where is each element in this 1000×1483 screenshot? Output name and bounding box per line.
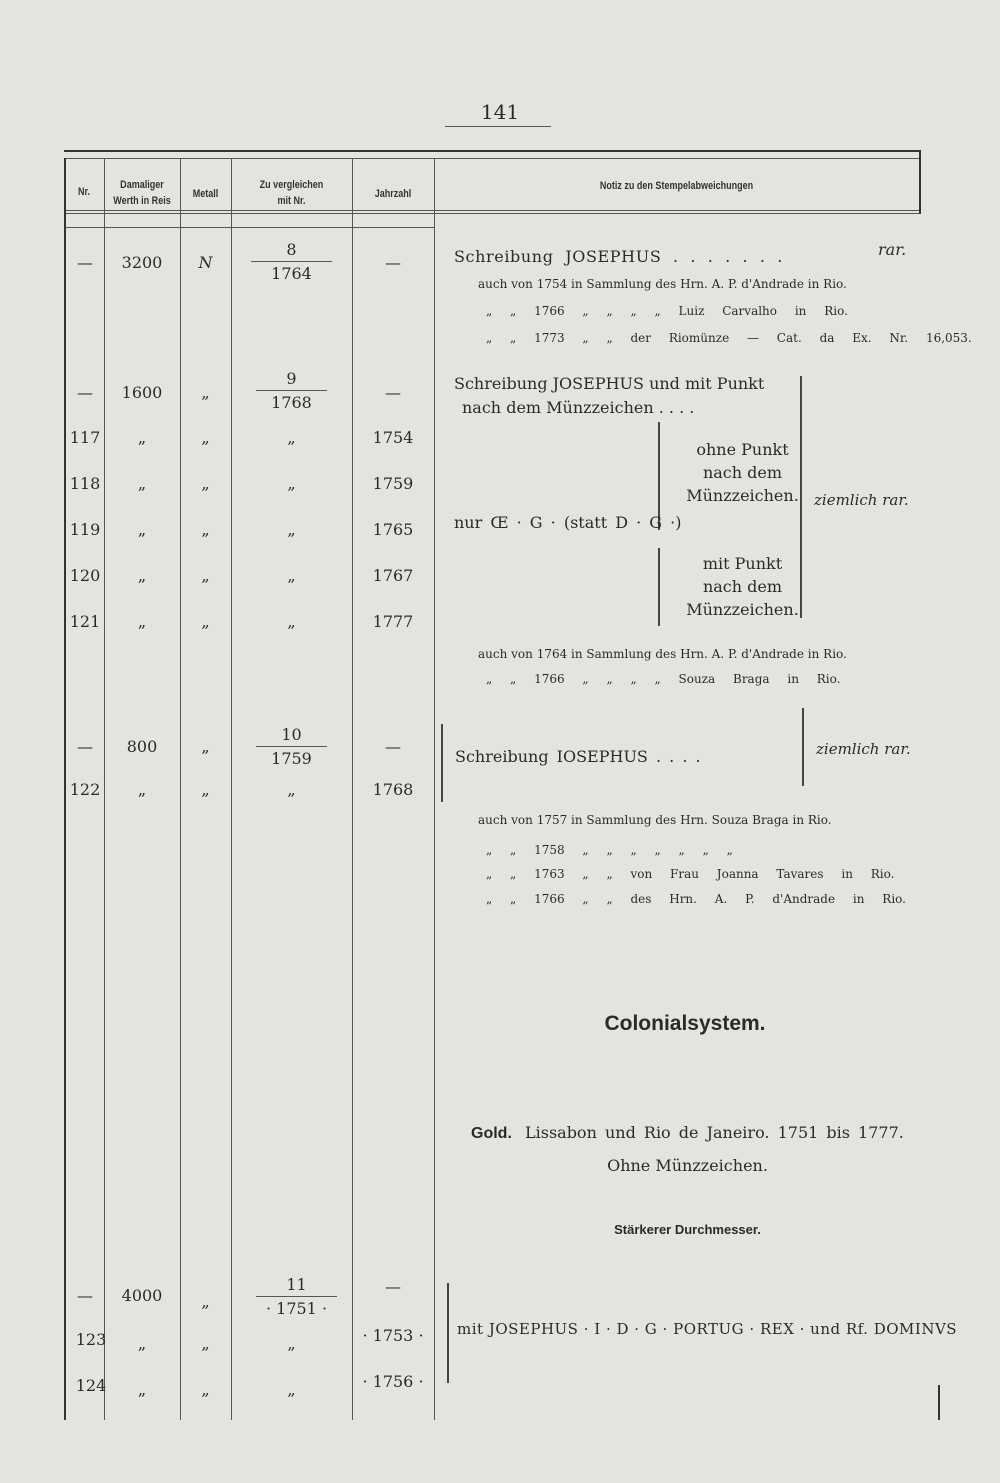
row-nr: 117 [69, 428, 101, 447]
note-collection: auch von 1757 in Sammlung des Hrn. Souza Braga in Rio. [478, 813, 832, 827]
row-metal: „ [201, 737, 210, 756]
compare-year: · 1751 · [265, 1299, 328, 1318]
compare-year: 1764 [271, 264, 312, 283]
note-collection: „ „ 1773 „ „ der Riomünze — Cat. da Ex. Nr. 16,053. [486, 331, 972, 345]
rarity-label: rar. [878, 240, 907, 259]
no-mint-mark: Ohne Münzzeichen. [607, 1156, 768, 1175]
row-value: „ [137, 428, 147, 447]
row-metal: „ [201, 474, 210, 493]
row-metal: „ [201, 566, 210, 585]
compare-number: 11 [286, 1275, 307, 1294]
row-metal: „ [201, 1334, 210, 1353]
row-value: 4000 [121, 1286, 163, 1305]
mint-range: Lissabon und Rio de Janeiro. 1751 bis 1777. [524, 1123, 904, 1142]
row-compare: „ [287, 474, 296, 493]
note-inscription: mit JOSEPHUS · I · D · G · PORTUG · REX · und Rf. DOMINVS [457, 1320, 958, 1338]
row-nr: — [77, 383, 93, 402]
note-spelling: Schreibung JOSEPHUS . . . . . . . [454, 247, 783, 266]
row-nr: 124 [75, 1376, 107, 1395]
note-spelling: Schreibung JOSEPHUS und mit Punkt [454, 374, 765, 393]
header-compare: Zu vergleichen mit Nr. [259, 179, 324, 207]
compare-number: 9 [286, 369, 297, 388]
note-collection: „ „ 1763 „ „ von Frau Joanna Tavares in Rio. [486, 867, 895, 881]
row-value: „ [137, 566, 147, 585]
row-nr: — [77, 737, 93, 756]
brace [636, 548, 660, 626]
section-subtitle [471, 1123, 904, 1143]
row-nr: 119 [69, 520, 101, 539]
rarity-label: ziemlich rar. [816, 740, 911, 758]
row-compare: „ [287, 520, 296, 539]
row-nr: 122 [69, 780, 101, 799]
compare-number: 8 [286, 240, 297, 259]
row-nr: 120 [69, 566, 101, 585]
note-collection: „ „ 1758 „ „ „ „ „ „ „ [486, 843, 733, 857]
row-metal: „ [201, 428, 210, 447]
row-nr: — [77, 253, 93, 272]
note-collection: „ „ 1766 „ „ „ „ Luiz Carvalho in Rio. [486, 304, 848, 318]
note-spelling: Schreibung IOSEPHUS . . . . [455, 747, 701, 766]
row-compare: „ [287, 566, 296, 585]
header-nr: Nr. [77, 186, 91, 198]
page-number-rule [445, 126, 551, 127]
row-value: „ [137, 780, 147, 799]
compare-number: 10 [281, 725, 302, 744]
row-year: 1759 [372, 474, 414, 493]
row-metal: N [198, 253, 213, 272]
row-compare [250, 369, 333, 412]
row-compare: „ [287, 428, 296, 447]
note-collection: auch von 1754 in Sammlung des Hrn. A. P. d'Andrade in Rio. [478, 277, 847, 291]
row-metal: „ [201, 383, 210, 402]
row-year: — [385, 253, 401, 272]
row-compare [245, 240, 338, 283]
header-value: Damaliger Werth in Reis [113, 179, 171, 207]
rarity-label: ziemlich rar. [814, 491, 909, 509]
brace [790, 708, 804, 786]
row-metal: „ [201, 1380, 210, 1399]
row-nr: 121 [69, 612, 101, 631]
row-year: 1767 [372, 566, 414, 585]
brace [447, 1283, 457, 1383]
note-spelling: nach dem Münzzeichen . . . . [462, 398, 695, 417]
row-year: 1777 [372, 612, 414, 631]
row-value: 3200 [121, 253, 163, 272]
row-year: · 1756 · [362, 1372, 424, 1391]
row-compare: „ [287, 780, 296, 799]
row-nr: 118 [69, 474, 101, 493]
note-variant: nur Œ · G · (statt D · G ·) [454, 513, 682, 532]
row-value: „ [137, 520, 147, 539]
row-value: 800 [126, 737, 158, 756]
page-number: 141 [480, 100, 520, 124]
row-nr: — [77, 1286, 93, 1305]
row-year: 1768 [372, 780, 414, 799]
row-year: 1765 [372, 520, 414, 539]
row-compare: „ [287, 1334, 296, 1353]
row-year: · 1753 · [362, 1326, 424, 1345]
row-value: „ [137, 1334, 147, 1353]
metal-label: Gold. [471, 1125, 512, 1142]
row-value: „ [137, 612, 147, 631]
note-variant: ohne Punkt nach dem Münzzeichen. [686, 440, 799, 505]
compare-year: 1768 [271, 393, 312, 412]
section-title: Colonialsystem. [604, 1012, 766, 1035]
header-metal: Metall [192, 188, 219, 200]
header-note: Notiz zu den Stempelabweichungen [599, 180, 754, 192]
row-metal: „ [201, 780, 210, 799]
compare-year: 1759 [271, 749, 312, 768]
diameter-note: Stärkerer Durchmesser. [614, 1222, 761, 1237]
row-compare [250, 725, 333, 768]
row-compare: „ [287, 612, 296, 631]
note-collection: „ „ 1766 „ „ des Hrn. A. P. d'Andrade in Rio. [486, 892, 906, 906]
brace [441, 724, 453, 802]
row-nr: 123 [75, 1330, 107, 1349]
note-collection: auch von 1764 in Sammlung des Hrn. A. P. d'Andrade in Rio. [478, 647, 847, 661]
row-year: — [385, 737, 401, 756]
row-value: „ [137, 474, 147, 493]
row-year: — [385, 1277, 401, 1296]
note-collection: „ „ 1766 „ „ „ „ Souza Braga in Rio. [486, 672, 841, 686]
header-year: Jahrzahl [374, 188, 412, 200]
row-metal: „ [201, 1292, 210, 1311]
note-variant: mit Punkt nach dem Münzzeichen. [686, 554, 799, 619]
row-value: 1600 [121, 383, 163, 402]
row-compare [250, 1275, 343, 1318]
row-year: 1754 [372, 428, 414, 447]
row-value: „ [137, 1380, 147, 1399]
row-metal: „ [201, 520, 210, 539]
row-metal: „ [201, 612, 210, 631]
row-compare: „ [287, 1380, 296, 1399]
row-year: — [385, 383, 401, 402]
